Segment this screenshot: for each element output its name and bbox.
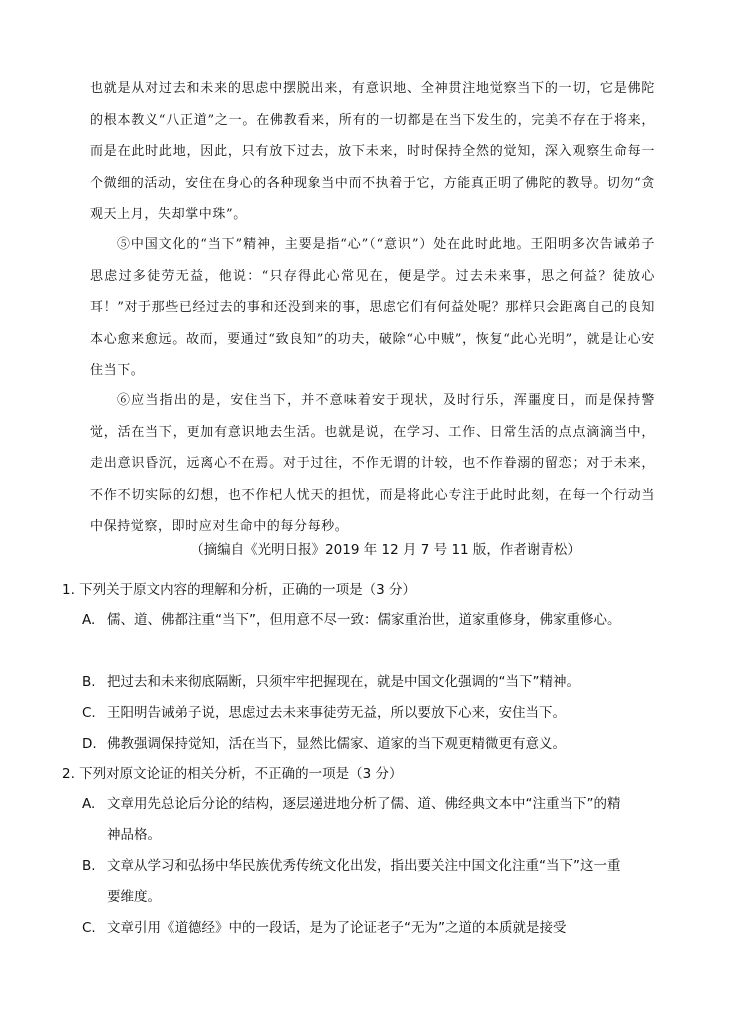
question-1-option-b [82, 667, 627, 698]
question-2-option-b [82, 851, 627, 913]
article-paragraph-5: ⑤中国文化的“当下”精神，主要是指“心”（“意识”）处在此时此地。王阳明多次告诫弟子思虑过多徒劳无益，他说：“只存得此心常见在，便是学。过去未来事，思之何益？徒放心耳！”对于那些已经过去的事和还没到来的事，思虑它们有何益处呢？那样只会距离自己的良知本心愈来愈远。故而，要通过“致良知”的功夫，破除“心中贼”，恢复“此心光明”，就是让心安住当下。 [90, 237, 655, 378]
option-text: 文章用先总论后分论的结构，逐层递进地分析了儒、道、佛经典文本中“注重当下”的精神品格。 [107, 796, 621, 843]
option-label: A. [82, 612, 96, 628]
question-1-option-a [82, 605, 627, 636]
question-2-option-a [82, 789, 627, 851]
option-text: 儒、道、佛都注重“当下”，但用意不尽一致：儒家重治世，道家重修身，佛家重修心。 [107, 612, 621, 628]
option-label: A. [82, 796, 96, 812]
article-paragraph-continued: 也就是从对过去和未来的思虑中摆脱出来，有意识地、全神贯注地觉察当下的一切，它是佛陀的根本教义“八正道”之一。在佛教看来，所有的一切都是在当下发生的，完美不存在于将来，而是在此时此地，因此，只有放下过去，放下未来，时时保持全然的觉知，深入观察生命每一个微细的活动，安住在身心的各种现象当中而不执着于它，方能真正明了佛陀的教导。切勿“贪观天上月，失却掌中珠”。 [90, 81, 655, 222]
question-1-option-d [82, 729, 627, 760]
question-1-option-c [82, 698, 627, 729]
option-label: C. [82, 705, 96, 721]
option-text: 文章引用《道德经》中的一段话，是为了论证老子“无为”之道的本质就是接受 [107, 920, 567, 936]
option-label: C. [82, 920, 96, 936]
option-text: 文章从学习和弘扬中华民族优秀传统文化出发，指出要关注中国文化注重“当下”这一重要维度。 [107, 858, 621, 905]
option-label: B. [82, 674, 96, 690]
option-label: B. [82, 858, 96, 874]
option-text: 把过去和未来彻底隔断，只须牢牢把握现在，就是中国文化强调的“当下”精神。 [107, 674, 580, 690]
option-text: 王阳明告诫弟子说，思虑过去未来事徒劳无益，所以要放下心来，安住当下。 [107, 705, 566, 721]
article-source: （摘编自《光明日报》2019 年 12 月 7 号 11 版，作者谢青松） [190, 542, 581, 558]
option-text: 佛教强调保持觉知，活在当下，显然比儒家、道家的当下观更精微更有意义。 [107, 736, 566, 752]
option-label: D. [82, 736, 97, 752]
question-1-stem: 1. 下列关于原文内容的理解和分析，正确的一项是（3 分） [62, 582, 417, 598]
question-2-stem: 2. 下列对原文论证的相关分析，不正确的一项是（3 分） [62, 766, 403, 782]
question-2-option-c [82, 913, 627, 944]
article-paragraph-6: ⑥应当指出的是，安住当下，并不意味着安于现状，及时行乐，浑噩度日，而是保持警觉，活在当下，更加有意识地去生活。也就是说，在学习、工作、日常生活的点点滴滴当中，走出意识昏沉，远离心不在焉。对于过往，不作无谓的计较，也不作眷溺的留恋；对于未来，不作不切实际的幻想，也不作杞人忧天的担忧，而是将此心专注于此时此刻，在每一个行动当中保持觉察，即时应对生命中的每分每秒。 [90, 393, 655, 534]
